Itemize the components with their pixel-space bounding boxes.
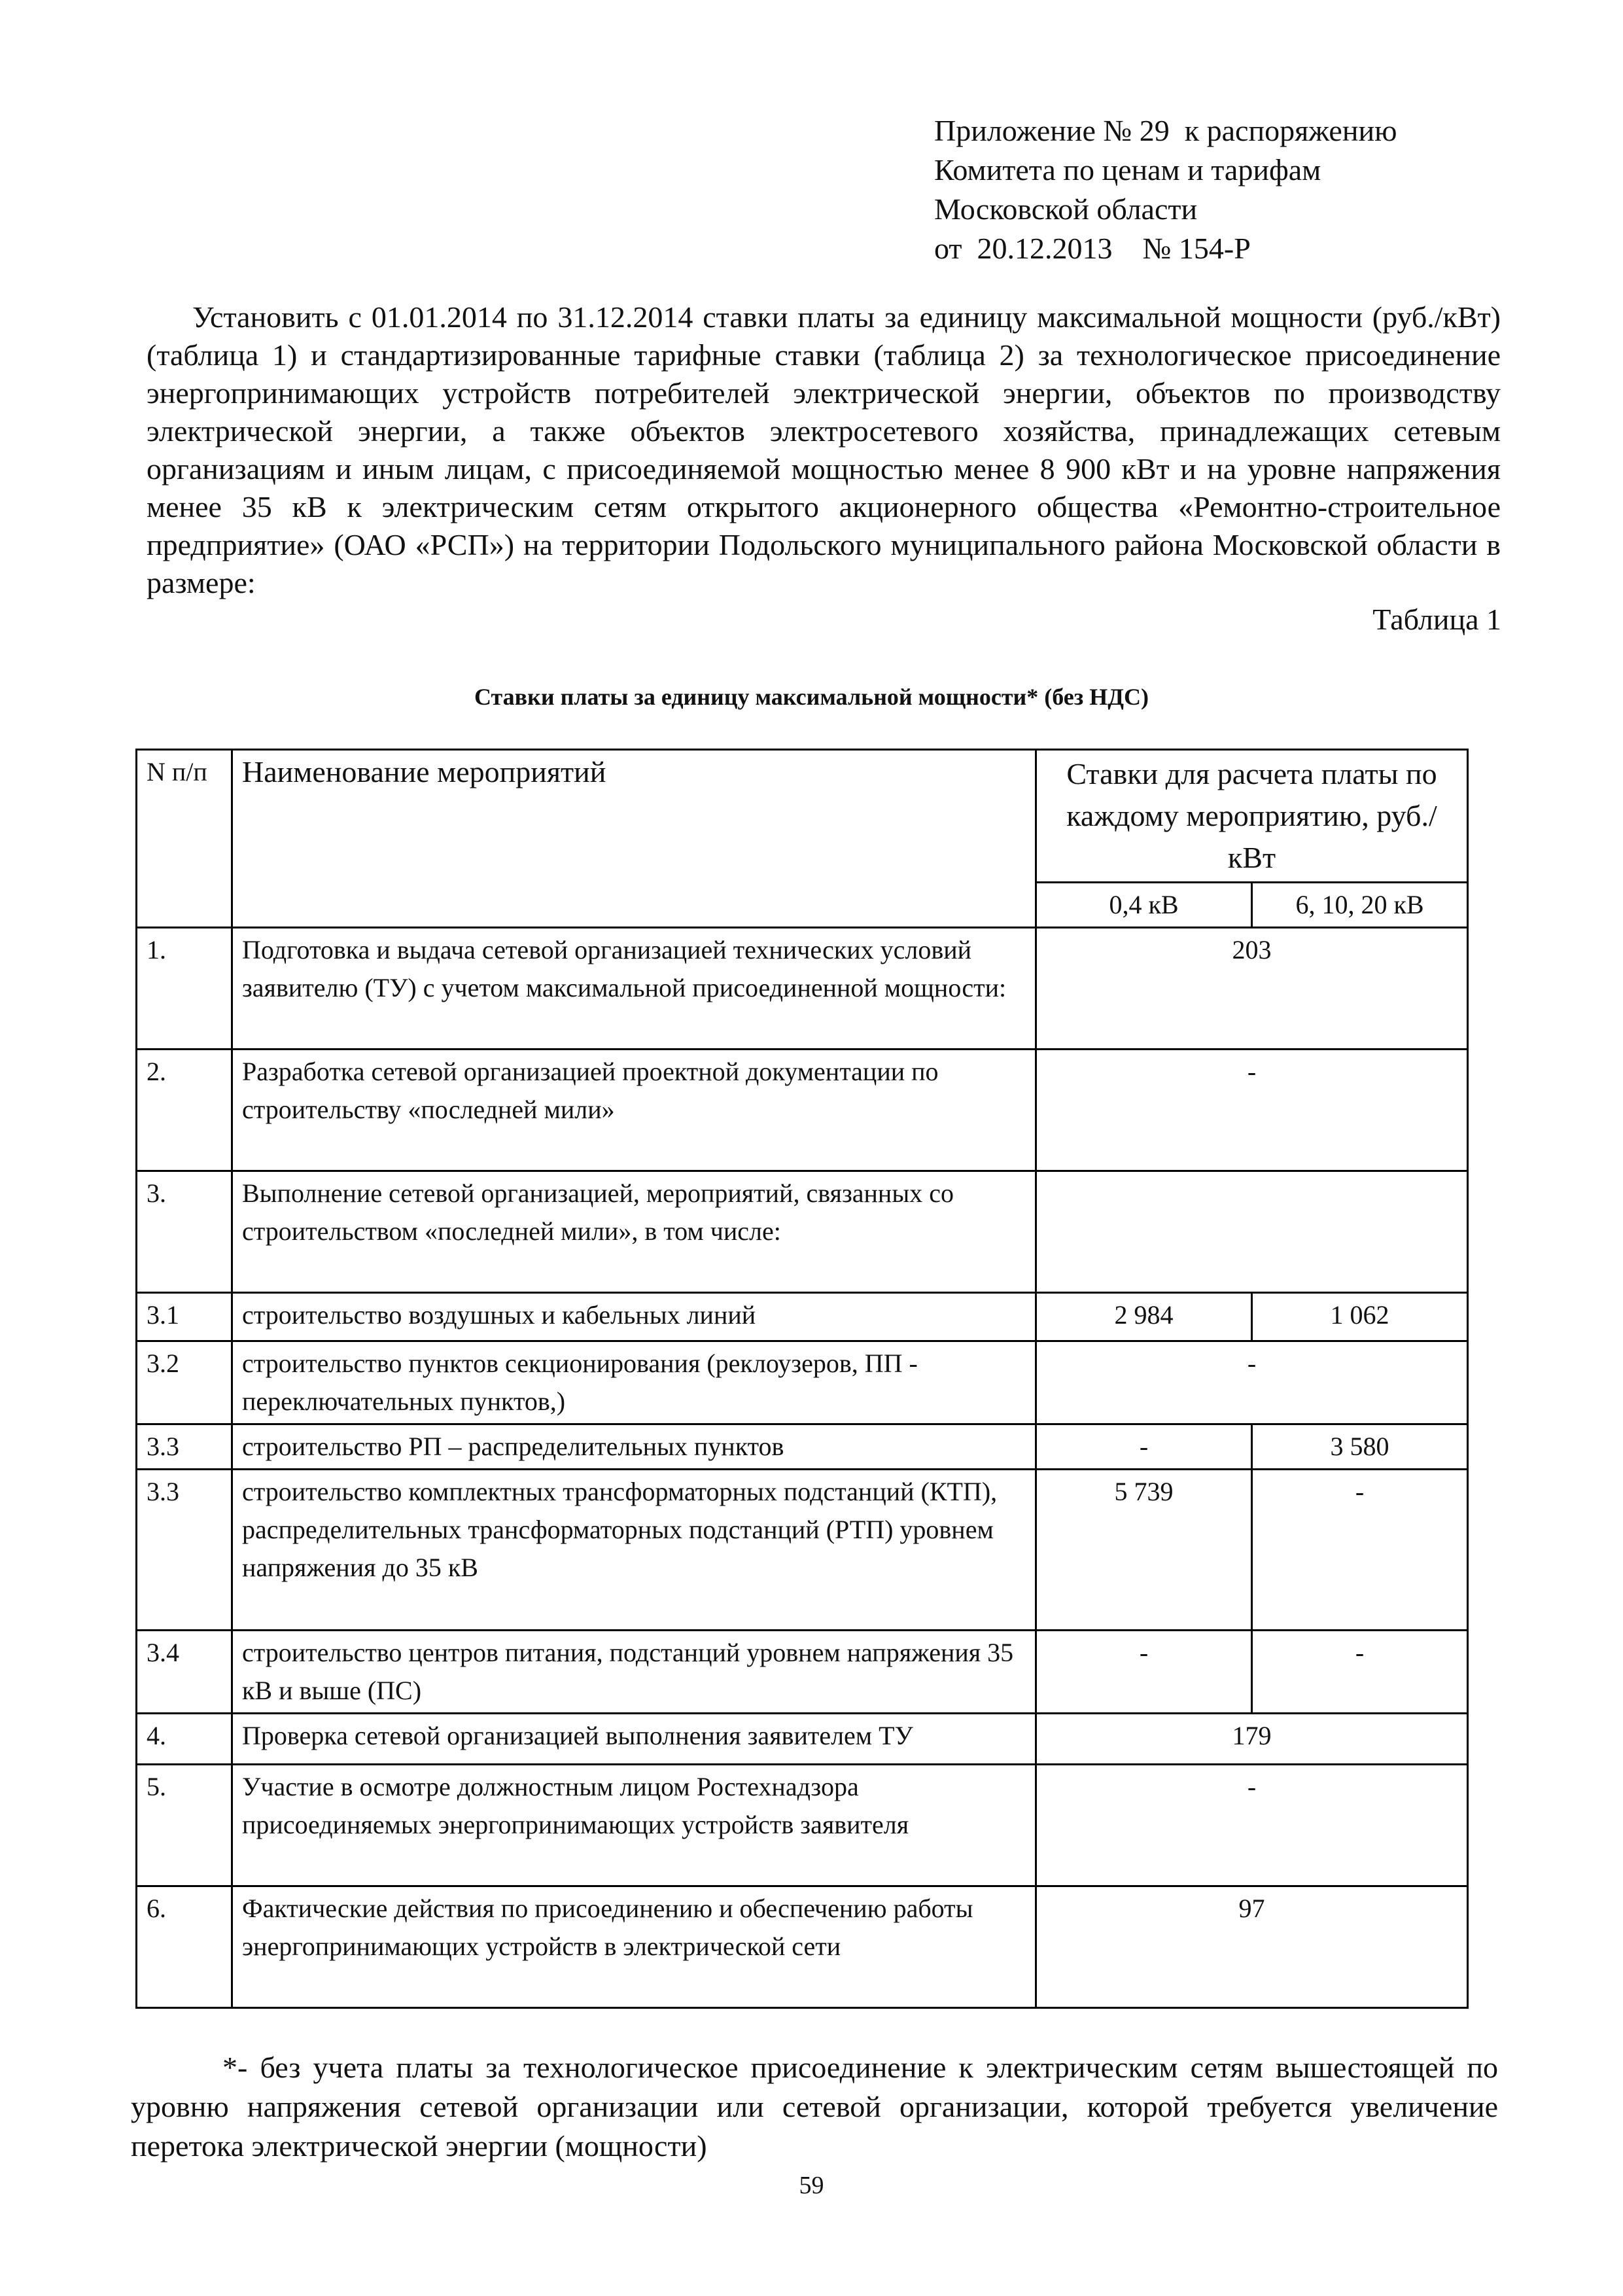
row-rate-merged: 97 — [1036, 1886, 1468, 2008]
footnote: *- без учета платы за технологическое присоединение к электрическим сетям вышестоящей по уровню напряжения сетевой организации или сетевой организации, которой требуется увеличение перетока электрической энергии (мощности) — [131, 2051, 1498, 2163]
row-name: строительство комплектных трансформаторных подстанций (КТП), распределительных трансформаторных подстанций (РТП) уровнем напряжения до 35 кВ — [232, 1470, 1036, 1631]
row-rate-merged: - — [1036, 1765, 1468, 1886]
table-row — [137, 1470, 1468, 1631]
table-title: Ставки платы за единицу максимальной мощности* (без НДС) — [474, 684, 1149, 710]
table-row — [137, 1050, 1468, 1171]
column-header-number: N п/п — [137, 750, 232, 928]
column-header-04kv: 0,4 кВ — [1036, 883, 1252, 928]
table-row — [137, 1765, 1468, 1886]
row-rate-6-10-20kv: - — [1252, 1470, 1468, 1631]
row-number: 6. — [137, 1886, 232, 2008]
row-number: 3. — [137, 1171, 232, 1293]
table-label: Таблица 1 — [1372, 603, 1501, 636]
row-rate-04kv: - — [1036, 1424, 1252, 1470]
column-header-rates: Ставки для расчета платы по каждому мероприятию, руб./кВт — [1036, 750, 1468, 883]
header-line-4: от 20.12.2013 № 154-Р — [934, 232, 1251, 265]
table-row — [137, 1293, 1468, 1341]
row-rate-merged: 179 — [1036, 1714, 1468, 1765]
row-name: Подготовка и выдача сетевой организацией технических условий заявителю (ТУ) с учетом максимальной присоединенной мощности: — [232, 928, 1036, 1050]
table-row — [137, 1171, 1468, 1293]
row-name: строительство пунктов секционирования (реклоузеров, ПП - переключательных пунктов,) — [232, 1341, 1036, 1424]
table-row — [137, 1886, 1468, 2008]
row-rate-6-10-20kv: 1 062 — [1252, 1293, 1468, 1341]
row-name: строительство воздушных и кабельных линий — [232, 1293, 1036, 1341]
header-line-1: Приложение № 29 к распоряжению — [934, 114, 1397, 147]
row-number: 3.1 — [137, 1293, 232, 1341]
appendix-header — [934, 111, 1397, 268]
row-number: 3.3 — [137, 1424, 232, 1470]
column-header-6-10-20kv: 6, 10, 20 кВ — [1252, 883, 1468, 928]
table-row — [137, 928, 1468, 1050]
table-row — [137, 1631, 1468, 1714]
row-name: Фактические действия по присоединению и обеспечению работы энергопринимающих устройств в электрической сети — [232, 1886, 1036, 2008]
row-rate-merged: - — [1036, 1341, 1468, 1424]
row-rate-04kv: 5 739 — [1036, 1470, 1252, 1631]
row-name: Проверка сетевой организацией выполнения заявителем ТУ — [232, 1714, 1036, 1765]
column-header-name: Наименование мероприятий — [232, 750, 1036, 928]
row-rate-merged — [1036, 1171, 1468, 1293]
row-rate-04kv: - — [1036, 1631, 1252, 1714]
row-name: строительство центров питания, подстанций уровнем напряжения 35 кВ и выше (ПС) — [232, 1631, 1036, 1714]
row-rate-merged: - — [1036, 1050, 1468, 1171]
row-number: 4. — [137, 1714, 232, 1765]
rates-table — [135, 749, 1469, 2009]
row-name: строительство РП – распределительных пунктов — [232, 1424, 1036, 1470]
row-rate-merged: 203 — [1036, 928, 1468, 1050]
header-line-2: Комитета по ценам и тарифам — [934, 153, 1321, 186]
table-row — [137, 1341, 1468, 1424]
row-rate-6-10-20kv: - — [1252, 1631, 1468, 1714]
table-header-row — [137, 750, 1468, 883]
table-row — [137, 1714, 1468, 1765]
row-number: 5. — [137, 1765, 232, 1886]
table-row — [137, 1424, 1468, 1470]
row-name: Выполнение сетевой организацией, мероприятий, связанных со строительством «последней мили», в том числе: — [232, 1171, 1036, 1293]
row-number: 1. — [137, 928, 232, 1050]
row-rate-04kv: 2 984 — [1036, 1293, 1252, 1341]
intro-paragraph: Установить с 01.01.2014 по 31.12.2014 ставки платы за единицу максимальной мощности (руб./кВт) (таблица 1) и стандартизированные тарифные ставки (таблица 2) за технологическое присоединение энергопринимающих устройств потребителей электрической энергии, объектов по производству электрической энергии, а также объектов электросетевого хозяйства, принадлежащих сетевым организациям и иным лицам, с присоединяемой мощностью менее 8 900 кВт и на уровне напряжения менее 35 кВ к электрическим сетям открытого акционерного общества «Ремонтно-строительное предприятие» (ОАО «РСП») на территории Подольского муниципального района Московской области в размере: — [147, 300, 1501, 599]
row-number: 3.3 — [137, 1470, 232, 1631]
page-number: 59 — [799, 2172, 824, 2199]
row-name: Участие в осмотре должностным лицом Ростехнадзора присоединяемых энергопринимающих устройств заявителя — [232, 1765, 1036, 1886]
row-rate-6-10-20kv: 3 580 — [1252, 1424, 1468, 1470]
row-number: 3.2 — [137, 1341, 232, 1424]
row-name: Разработка сетевой организацией проектной документации по строительству «последней мили» — [232, 1050, 1036, 1171]
row-number: 3.4 — [137, 1631, 232, 1714]
header-line-3: Московской области — [934, 192, 1198, 226]
row-number: 2. — [137, 1050, 232, 1171]
